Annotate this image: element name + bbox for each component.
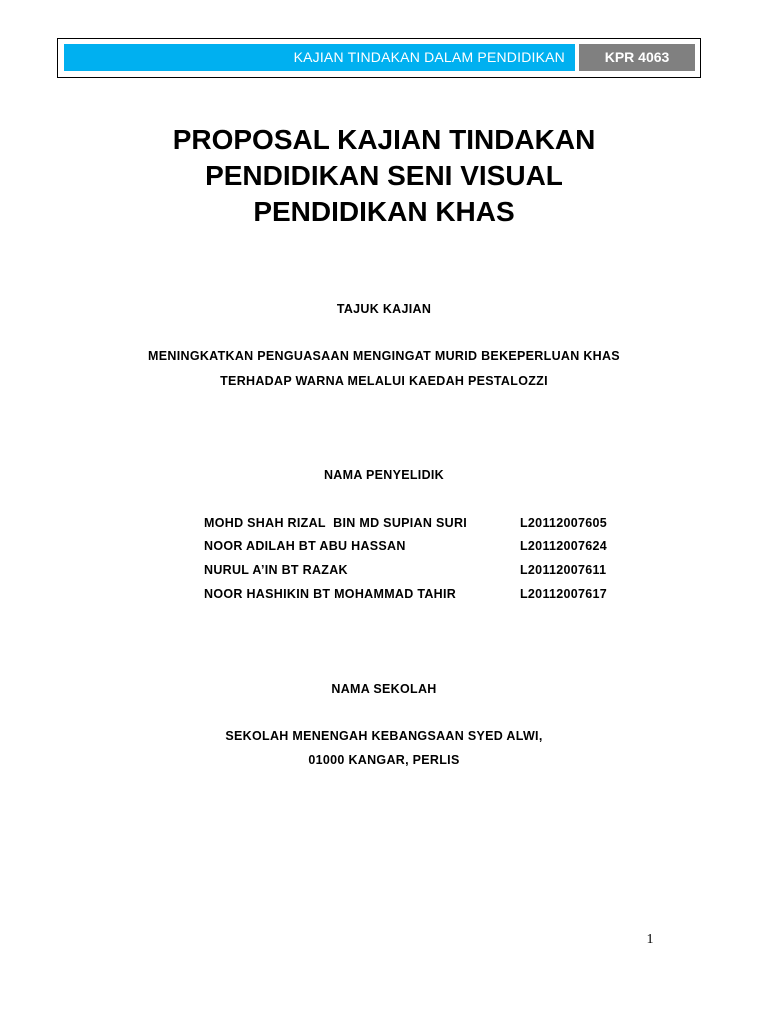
course-title: KAJIAN TINDAKAN DALAM PENDIDIKAN (64, 44, 575, 71)
school-name: SEKOLAH MENENGAH KEBANGSAAN SYED ALWI, (225, 729, 543, 743)
researchers-heading: NAMA PENYELIDIK (323, 468, 444, 482)
study-title-heading: TAJUK KAJIAN (336, 302, 432, 316)
researcher-id: L20112007605 (520, 516, 608, 530)
course-code: KPR 4063 (579, 44, 695, 71)
researcher-row (0, 538, 768, 554)
school-heading: NAMA SEKOLAH (331, 682, 437, 696)
document-title (0, 122, 768, 230)
researcher-name: NURUL A’IN BT RAZAK (204, 563, 348, 577)
study-title-line: TERHADAP WARNA MELALUI KAEDAH PESTALOZZI (220, 374, 548, 388)
researcher-name: NOOR HASHIKIN BT MOHAMMAD TAHIR (204, 587, 457, 601)
page-number: 1 (646, 932, 654, 947)
researcher-name: MOHD SHAH RIZAL BIN MD SUPIAN SURI (204, 516, 468, 530)
study-title-line: MENINGKATKAN PENGUASAAN MENGINGAT MURID BEKEPERLUAN KHAS (148, 349, 620, 363)
title-line: PENDIDIKAN KHAS (253, 196, 515, 227)
title-line: PENDIDIKAN SENI VISUAL (205, 160, 563, 191)
researcher-id: L20112007617 (520, 587, 608, 601)
school-address: 01000 KANGAR, PERLIS (308, 753, 460, 767)
researcher-row (0, 586, 768, 602)
researcher-id: L20112007624 (520, 539, 608, 553)
title-line: PROPOSAL KAJIAN TINDAKAN (172, 124, 596, 155)
researcher-name: NOOR ADILAH BT ABU HASSAN (204, 539, 406, 553)
researcher-row (0, 515, 768, 531)
researcher-row (0, 562, 768, 578)
document-header (57, 38, 701, 78)
researcher-id: L20112007611 (520, 563, 607, 577)
